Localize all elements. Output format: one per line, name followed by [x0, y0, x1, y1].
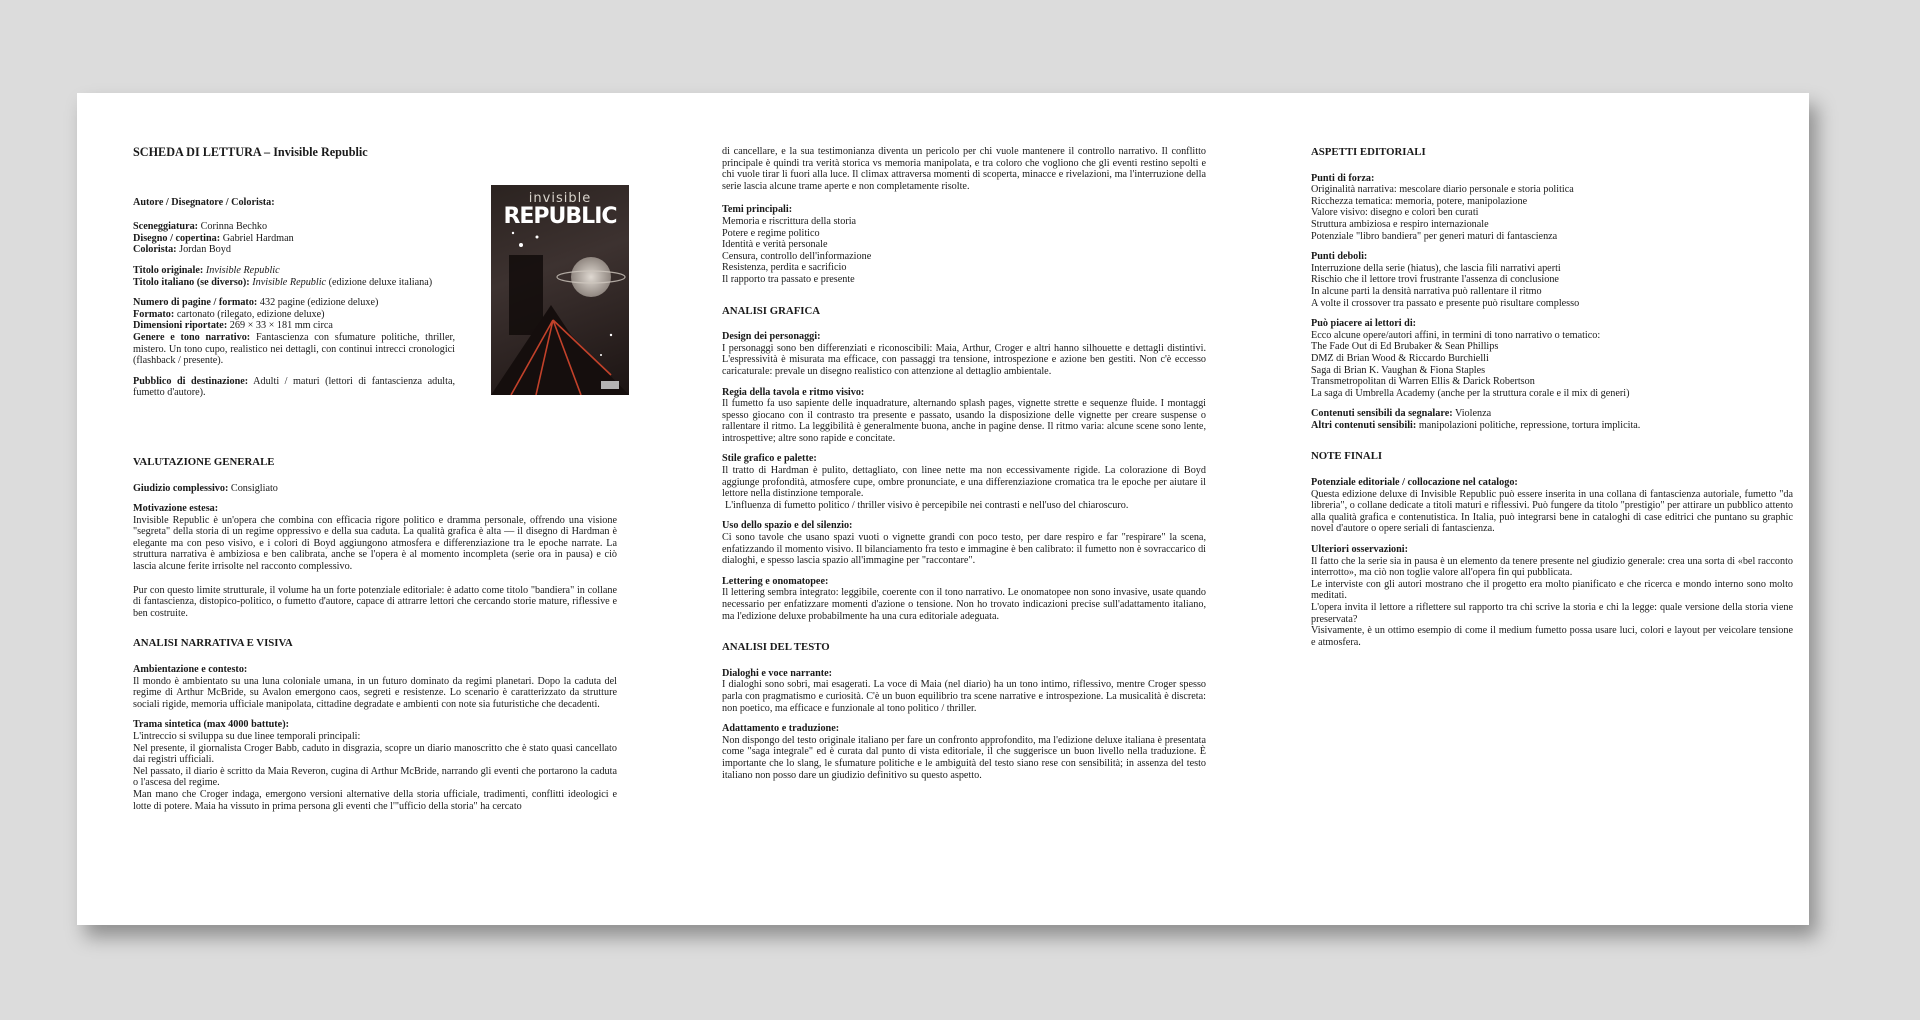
- authors-heading: Autore / Disegnatore / Colorista:: [133, 196, 275, 208]
- dialog-text: I dialoghi sono sobri, mai esagerati. La voce di Maia (nel diario) ha un tono intimo, riflessivo, mentre Croger spesso parla con pragmatismo e curiosità. C'è un buon equilibrio tra scene narrative e introspezione. La musicalità è discreta: non poetico, ma efficace e funzionale al tono politico / thriller.: [722, 679, 1206, 714]
- orig-title-row: Titolo originale: Invisible Republic: [133, 264, 280, 276]
- analisi-narrativa-section: [133, 638, 617, 812]
- weak-list: [1311, 263, 1793, 309]
- valutazione-section: [133, 457, 617, 620]
- art-row: Disegno / copertina: Gabriel Hardman: [133, 232, 294, 244]
- analisi-narrativa-heading: ANALISI NARRATIVA E VISIVA: [133, 637, 293, 650]
- weak-label: Punti deboli:: [1311, 251, 1368, 263]
- style-text-2: L'influenza di fumetto politico / thriller visivo è percepibile nei contrasti e nell'uso del chiaroscuro.: [725, 499, 1129, 511]
- column-right: [1311, 147, 1793, 648]
- plot-label: Trama sintetica (max 4000 battute):: [133, 719, 289, 731]
- obs-line: L'opera invita il lettore a riflettere sul rapporto tra chi scrive la storia e chi la legge: quale versione della storia viene preservata?: [1311, 602, 1793, 625]
- valutazione-heading: VALUTAZIONE GENERALE: [133, 455, 275, 468]
- dialog-label: Dialoghi e voce narrante:: [722, 667, 833, 679]
- regia-label: Regia della tavola e ritmo visivo:: [722, 386, 865, 398]
- chars-text: I personaggi sono ben differenziati e riconoscibili: Maia, Arthur, Croger e altri hanno silhouette e dettagli distintivi. L'espressività è misurata ma efficace, con passaggi tra tensione, introspezione e azione ben gestiti. Non c'è eccesso caricaturale: prevale un disegno realistico con attenzione al dettaglio ambientale.: [722, 342, 1206, 377]
- style-text: Il tratto di Hardman è pulito, dettagliato, con linee nette ma non eccessivamente rigide. La colorazione di Boyd aggiunge profondità, atmosfere cupe, ombre pronunciate, e una differenziazione cromatica tra le epoche per aiutare il lettore nella distinzione temporale.: [722, 465, 1206, 500]
- dims-row: Dimensioni riportate: 269 × 33 × 181 mm circa: [133, 320, 333, 332]
- potential-text: Questa edizione deluxe di Invisible Republic può essere inserita in una collana di fantascienza autoriale, fumetto "da libreria", o collane dedicate a titoli maturi e riflessivi. Può fungere da titolo "prestigio" per attirare un pubblico attento alla qualità grafica e contenutistica. In Italia, può integrarsi bene in cataloghi di case editrici che puntano su graphic novel d'autore o opere seriali di fantascienza.: [1311, 488, 1793, 535]
- strengths-label: Punti di forza:: [1311, 172, 1375, 184]
- plot-line: Man mano che Croger indaga, emergono versioni alternative della storia ufficiale, tradimenti, conflitti ideologici e lotte di potere. Maia ha vissuto in prima persona gli eventi che l'"ufficio della storia" ha cercato: [133, 788, 617, 812]
- weak-item: Interruzione della serie (hiatus), che lascia fili narrativi aperti: [1311, 262, 1561, 274]
- strength-item: Ricchezza tematica: memoria, potere, manipolazione: [1311, 195, 1528, 207]
- strengths-list: [1311, 184, 1793, 242]
- cover-artwork: [491, 185, 629, 395]
- strength-item: Struttura ambiziosa e respiro internazionale: [1311, 218, 1489, 230]
- space-text: Ci sono tavole che usano spazi vuoti o vignette grandi con poco testo, per dare respiro e far "respirare" la scena, enfatizzando il momento visivo. Il bilanciamento fra testo e immagine è ben calibrato: il fumetto non è sovraccarico di dialoghi, e spesso lascia spazio all'immagine per "raccontare".: [722, 532, 1206, 567]
- like-list: [1311, 330, 1793, 400]
- weak-item: In alcune parti la densità narrativa può rallentare il ritmo: [1311, 285, 1542, 297]
- audience-row: Pubblico di destinazione: Adulti / maturi (lettori di fantascienza adulta, fumetto d'autore).: [133, 375, 456, 399]
- weak-item: Rischio che il lettore trovi frustrante l'assenza di conclusione: [1311, 274, 1559, 286]
- themes-label: Temi principali:: [722, 204, 793, 216]
- pages-row: Numero di pagine / formato: 432 pagine (edizione deluxe): [133, 297, 379, 309]
- motivation-label: Motivazione estesa:: [133, 503, 219, 515]
- adapt-label: Adattamento e traduzione:: [722, 723, 840, 735]
- regia-text: Il fumetto fa uso sapiente delle inquadrature, alternando splash pages, vignette strette e sequenze fluide. I montaggi spesso giocano con il contrasto tra presente e passato, usando la disposizione delle vignette per creare suspense o rallentare il ritmo. La leggibilità è generalmente buona, anche in pagine dense. Il ritmo varia: alcune scene sono lente, introspettive; altre sono rapide e concitate.: [722, 398, 1206, 444]
- like-label: Può piacere ai lettori di:: [1311, 318, 1417, 330]
- obs-label: Ulteriori osservazioni:: [1311, 544, 1409, 556]
- theme-item: Potere e regime politico: [722, 227, 820, 239]
- like-item: DMZ di Brian Wood & Riccardo Burchielli: [1311, 352, 1489, 364]
- judgment-row: Giudizio complessivo: Consigliato: [133, 482, 278, 494]
- potential-label: Potenziale editoriale / collocazione nel catalogo:: [1311, 477, 1518, 489]
- cover-title-line2: REPUBLIC: [503, 204, 617, 229]
- genre-row: Genere e tono narrativo: Fantascienza con sfumature politiche, thriller, mistero. Un tono cupo, realistico nei dettagli, con continui intrecci cronologici (flashback / presente).: [133, 331, 456, 367]
- obs-line: Il fatto che la serie sia in pausa è un elemento da tenere presente nel giudizio generale: crea una sorta di «bel racconto interrotto», ma ciò non toglie valore all'opera fin qui pubblicata.: [1311, 555, 1793, 579]
- like-item: The Fade Out di Ed Brubaker & Sean Phillips: [1311, 341, 1499, 353]
- like-item: Ecco alcune opere/autori affini, in termini di tono narrativo o tematico:: [1311, 329, 1601, 341]
- strength-item: Potenziale "libro bandiera" per generi maturi di fantascienza: [1311, 230, 1558, 242]
- plot-line: L'intreccio si sviluppa su due linee temporali principali:: [133, 731, 361, 742]
- cover-title-line1: invisible: [528, 191, 592, 206]
- like-item: Saga di Brian K. Vaughan & Fiona Staples: [1311, 364, 1486, 376]
- plot-continuation: di cancellare, e la sua testimonianza diventa un pericolo per chi vuole mantenere il controllo narrativo. Il conflitto principale è quindi tra verità storica vs memoria manipolata, e tra coloro che vogliono che gli eventi restino sepolti e chi vuole tirar li fuori alla luce. Il climax attraversa momenti di scoperta, minacce e rivelazioni, ma l'interruzione della serie lascia alcune trame aperte e non completamente risolte.: [722, 146, 1206, 192]
- motivation-text: Invisible Republic è un'opera che combina con efficacia rigore politico e dramma personale, offrendo una visione "segreta" della storia di un regime oppressivo e della sua caduta. La qualità grafica è alta — il disegno di Hardman è elegante ma con peso visivo, e i colori di Boyd aggiungono atmosfera e differenziazione tra le epoche narrate. La struttura narrativa è ambiziosa e ben calibrata, anche se l'opera è al momento incompleta (serie ora in pausa) e ciò lascia alcune ferite irrisolte nel racconto complessivo.: [133, 514, 617, 573]
- obs-line: Visivamente, è un ottimo esempio di come il medium fumetto possa usare luci, colori e layout per veicolare tensione e atmosfera.: [1311, 625, 1793, 648]
- color-row: Colorista: Jordan Boyd: [133, 244, 231, 256]
- book-info: [133, 197, 455, 399]
- plot-line: Nel passato, il diario è scritto da Maia Reveron, cugina di Arthur McBride, narrando gli eventi che portarono la caduta o l'ascesa del regime.: [133, 765, 617, 789]
- setting-label: Ambientazione e contesto:: [133, 664, 248, 676]
- document-sheet: [77, 93, 1809, 925]
- it-title-row: Titolo italiano (se diverso): Invisible Republic (edizione deluxe italiana): [133, 276, 433, 288]
- note-finali-heading: NOTE FINALI: [1311, 450, 1383, 463]
- theme-item: Censura, controllo dell'informazione: [722, 250, 872, 262]
- like-item: Transmetropolitan di Warren Ellis & Darick Robertson: [1311, 376, 1535, 388]
- sensitive-row: Contenuti sensibili da segnalare: Violenza: [1311, 408, 1492, 420]
- lettering-label: Lettering e onomatopee:: [722, 575, 829, 587]
- analisi-grafica-heading: ANALISI GRAFICA: [722, 304, 821, 317]
- book-cover-image: [491, 185, 629, 395]
- theme-item: Memoria e riscrittura della storia: [722, 215, 857, 227]
- column-middle: [722, 146, 1206, 781]
- style-label: Stile grafico e palette:: [722, 453, 817, 465]
- other-sensitive-row: Altri contenuti sensibili: manipolazioni politiche, repressione, tortura implicita.: [1311, 419, 1641, 431]
- chars-label: Design dei personaggi:: [722, 331, 821, 343]
- like-item: La saga di Umbrella Academy (anche per la struttura corale e il mix di generi): [1311, 387, 1630, 399]
- strength-item: Valore visivo: disegno e colori ben curati: [1311, 207, 1479, 219]
- format-row: Formato: cartonato (rilegato, edizione deluxe): [133, 308, 325, 320]
- weak-item: A volte il crossover tra passato e presente può risultare complesso: [1311, 297, 1580, 309]
- lettering-text: Il lettering sembra integrato: leggibile, coerente con il tono narrativo. Le onomatopee non sono invasive, usate quando necessario per enfatizzare momenti d'azione o tensione. Non ho trovato indicazioni precise sull'adattamento italiano, ma l'edizione deluxe probabilmente ha una cura editoriale adeguata.: [722, 587, 1206, 622]
- document-title: SCHEDA DI LETTURA – Invisible Republic: [133, 145, 368, 159]
- setting-text: Il mondo è ambientato su una luna coloniale umana, in un futuro dominato da regimi planetari. Dopo la caduta del regime di Arthur McBride, su Avalon emergono caos, segreti e resistenze. Lo scenario è caratterizzato da strutture sociali rigide, memoria ufficiale manipolata, cittadine degradate e ambienti con note sia futuristiche che decadenti.: [133, 675, 617, 710]
- theme-item: Il rapporto tra passato e presente: [722, 273, 855, 285]
- themes-list: [722, 216, 1206, 286]
- adapt-text: Non dispongo del testo originale italiano per fare un confronto approfondito, ma l'edizione deluxe italiana è presentata come "saga integrale" ed è curata dal punto di vista editoriale, il che suggerisce un buon livello nella traduzione. È importante che lo slang, le sfumature politiche e le ambiguità del testo siano rese con sensibilità; in assenza del testo italiano non posso dare un giudizio definitivo su questo aspetto.: [722, 734, 1206, 781]
- space-label: Uso dello spazio e del silenzio:: [722, 520, 853, 532]
- theme-item: Resistenza, perdita e sacrificio: [722, 262, 847, 274]
- obs-line: Le interviste con gli autori mostrano che il progetto era molto pianificato e che ricerca e mondo interno sono molto meditati.: [1311, 578, 1793, 602]
- extra-text: Pur con questo limite strutturale, il volume ha un forte potenziale editoriale: è adatto come titolo "bandiera" in collane di fantascienza, distopico-politico, o fumetto d'autore, capace di attrarre lettori che cercando storie mature, riflessive e ben costruite.: [133, 584, 617, 619]
- theme-item: Identità e verità personale: [722, 239, 828, 251]
- script-row: Sceneggiatura: Corinna Bechko: [133, 221, 268, 233]
- aspetti-editoriali-heading: ASPETTI EDITORIALI: [1311, 146, 1426, 158]
- strength-item: Originalità narrativa: mescolare diario personale e storia politica: [1311, 184, 1574, 196]
- plot-line: Nel presente, il giornalista Croger Babb, caduto in disgrazia, scopre un diario manoscritto che è stato quasi cancellato dai registri ufficiali.: [133, 742, 617, 766]
- analisi-testo-heading: ANALISI DEL TESTO: [722, 641, 830, 654]
